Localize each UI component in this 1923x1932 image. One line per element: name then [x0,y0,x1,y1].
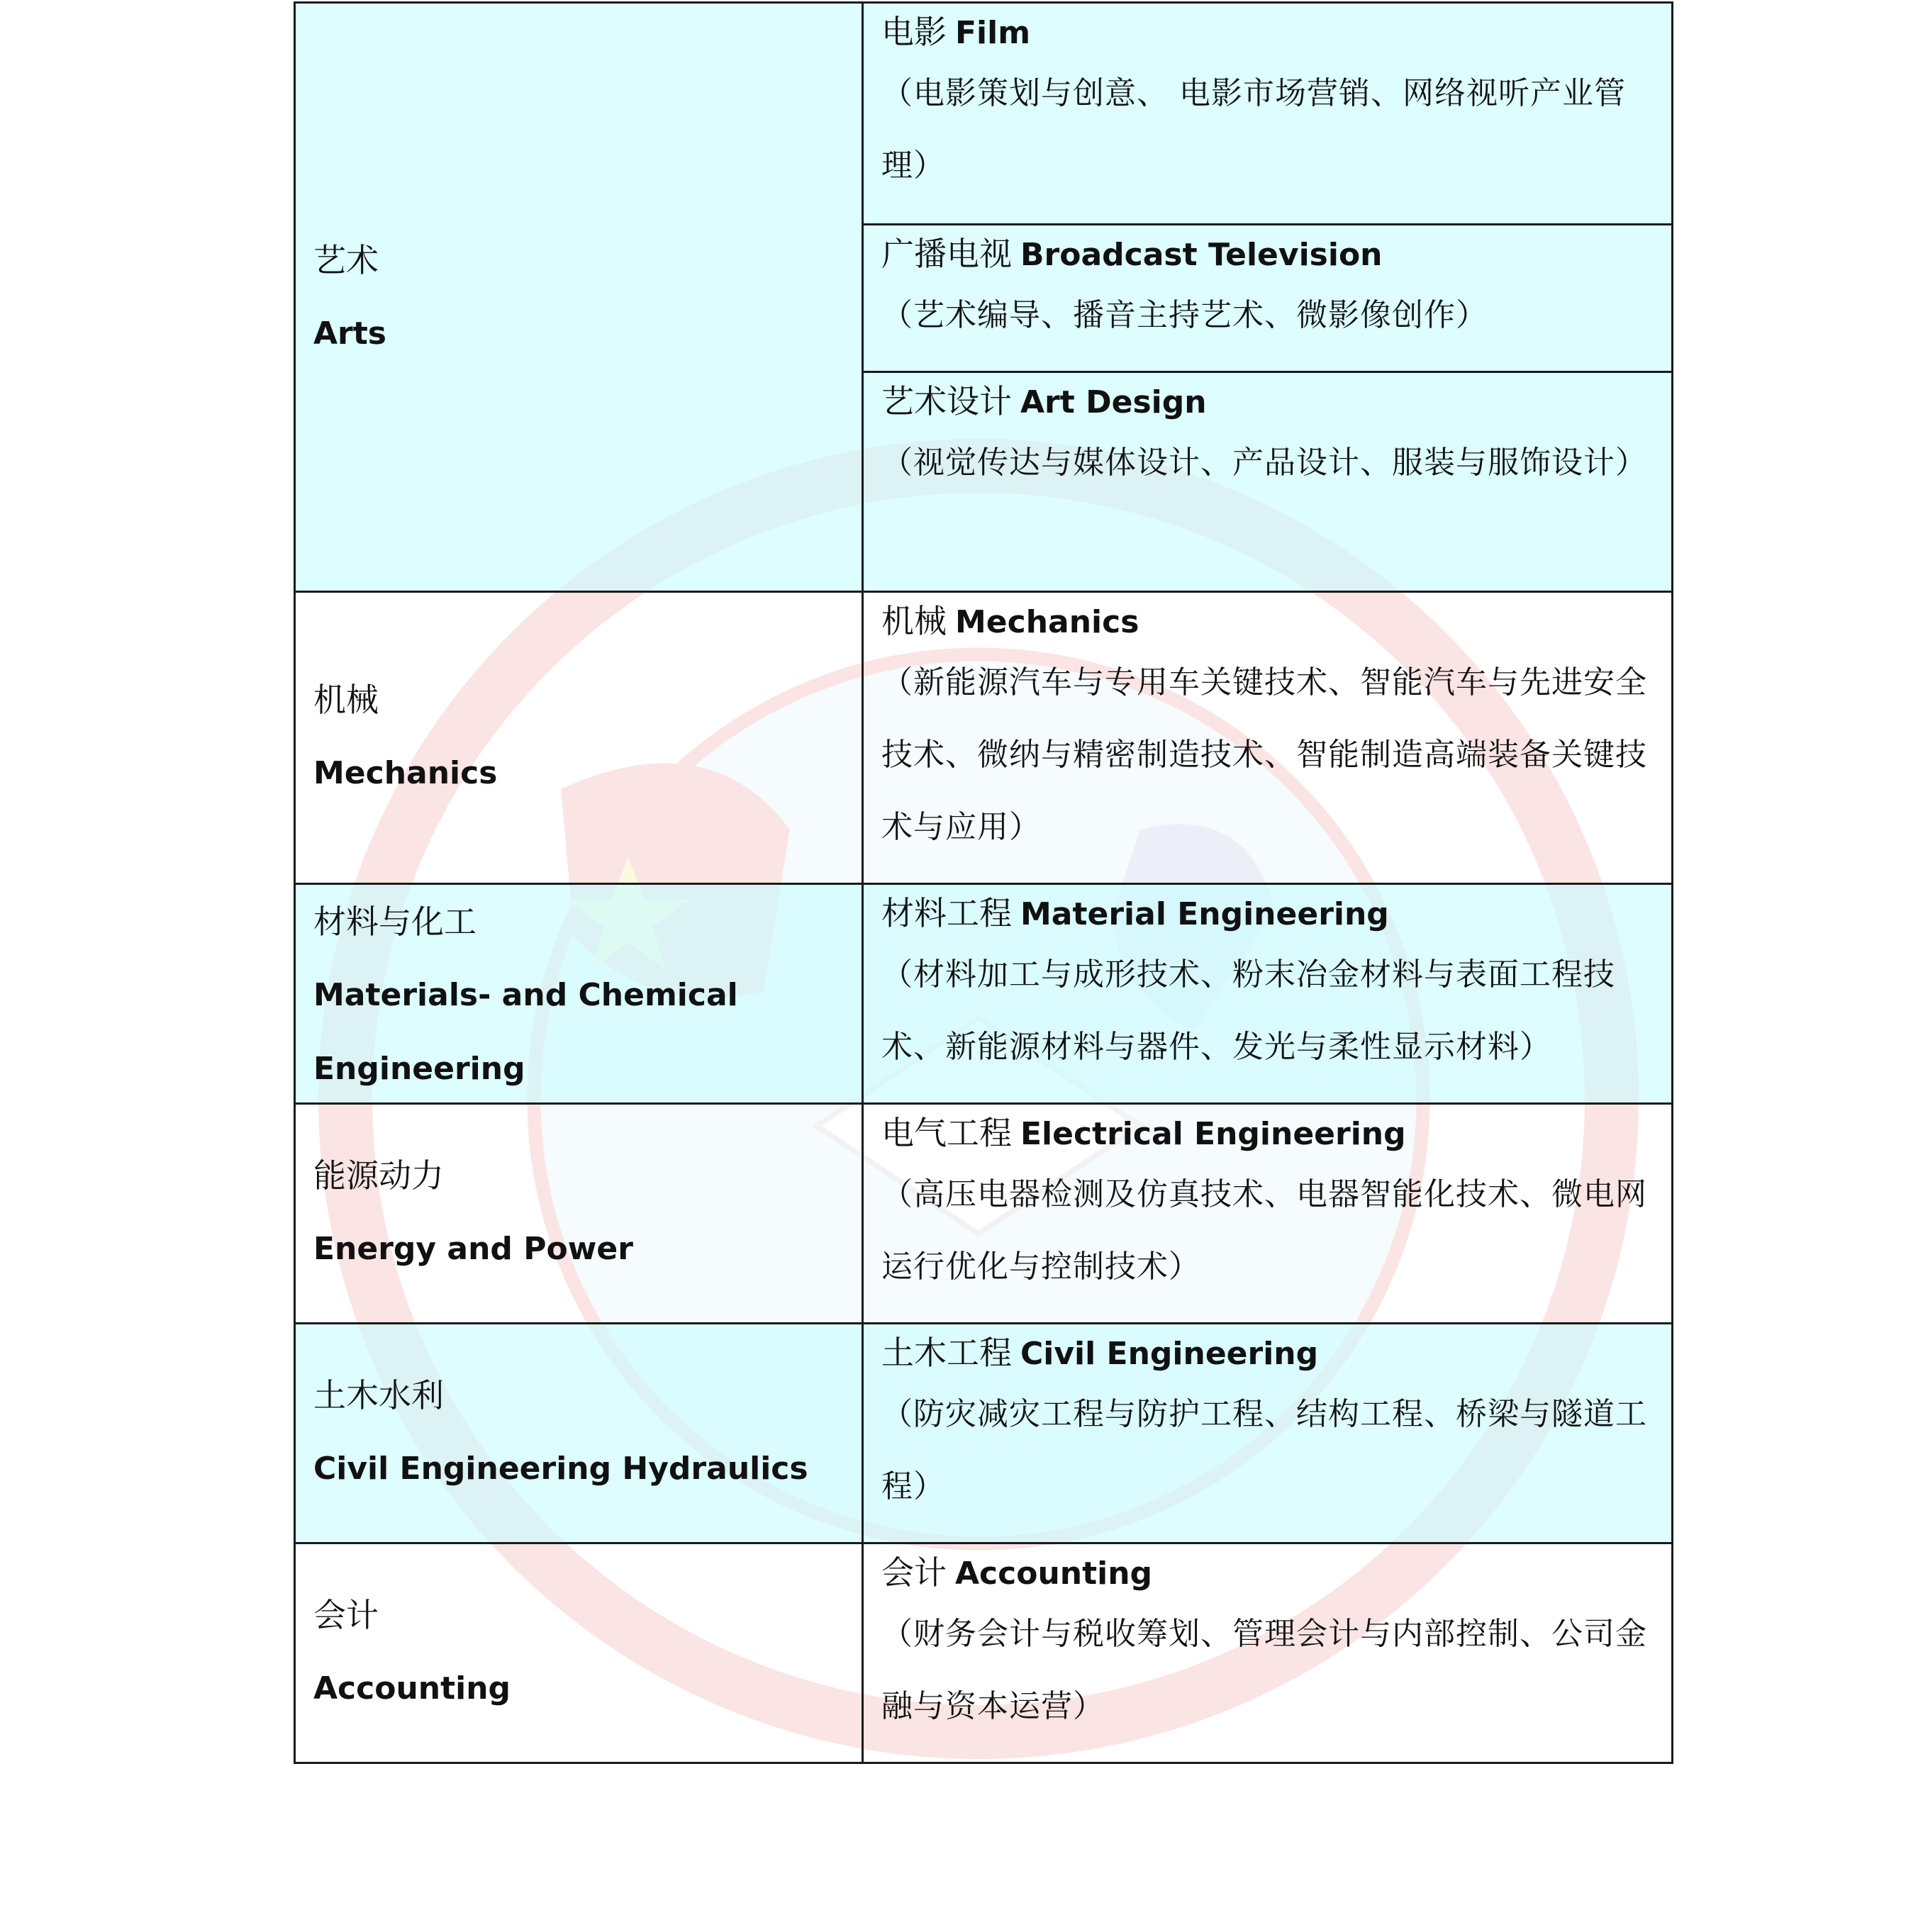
program-desc: （视觉传达与媒体设计、产品设计、服装与服饰设计） [881,444,1647,481]
faculty-cell-arts [295,3,863,592]
faculty-cell-accounting [295,1543,863,1763]
program-cell-broadcast [863,225,1673,372]
program-cell-film [863,3,1673,225]
program-en: Mechanics [955,604,1139,640]
faculty-en: Materials- and Chemical Engineering [313,977,738,1087]
faculty-zh: 土木水利 [313,1376,444,1414]
program-en: Art Design [1020,384,1207,420]
faculty-cell-energy [295,1104,863,1324]
program-zh: 会计 [881,1553,947,1592]
program-en: Film [955,15,1031,51]
programs-table [294,1,1673,1764]
program-cell-accounting [863,1543,1673,1763]
program-cell-mechanics [863,592,1673,884]
faculty-en: Energy and Power [313,1231,633,1267]
program-desc: （高压电器检测及仿真技术、电器智能化技术、微电网运行优化与控制技术） [881,1176,1647,1285]
program-en: Accounting [955,1556,1153,1592]
faculty-en: Civil Engineering Hydraulics [313,1451,808,1487]
faculty-zh: 能源动力 [313,1156,444,1195]
program-desc: （财务会计与税收筹划、管理会计与内部控制、公司金融与资本运营） [881,1616,1647,1724]
program-desc: （电影策划与创意、 电影市场营销、网络视听产业管理） [881,75,1626,184]
faculty-zh: 材料与化工 [313,903,476,941]
program-cell-electrical [863,1104,1673,1324]
program-en: Civil Engineering [1020,1336,1319,1372]
program-desc: （材料加工与成形技术、粉末冶金材料与表面工程技术、新能源材料与器件、发光与柔性显示材料） [881,956,1615,1065]
program-zh: 艺术设计 [881,381,1012,420]
program-zh: 电气工程 [881,1114,1012,1152]
faculty-zh: 艺术 [313,241,379,279]
faculty-en: Accounting [313,1670,511,1707]
program-desc: （艺术编导、播音主持艺术、微影像创作） [881,297,1488,334]
faculty-cell-civil [295,1324,863,1543]
program-desc: （防灾减灾工程与防护工程、结构工程、桥梁与隧道工程） [881,1396,1647,1504]
faculty-cell-mechanics [295,592,863,884]
program-zh: 广播电视 [881,235,1012,274]
program-en: Broadcast Television [1020,237,1383,274]
program-cell-art-design [863,372,1673,591]
faculty-en: Arts [313,316,386,352]
faculty-zh: 机械 [313,681,379,719]
program-zh: 土木工程 [881,1334,1012,1372]
program-zh: 电影 [881,13,947,51]
program-zh: 机械 [881,602,947,640]
program-cell-material-engineering [863,884,1673,1104]
program-zh: 材料工程 [881,894,1012,932]
faculty-zh: 会计 [313,1596,379,1634]
faculty-cell-materials [295,884,863,1104]
program-cell-civil [863,1324,1673,1543]
program-en: Material Engineering [1020,896,1389,932]
program-desc: （新能源汽车与专用车关键技术、智能汽车与先进安全技术、微纳与精密制造技术、智能制造高端装备关键技术与应用） [881,664,1647,845]
program-en: Electrical Engineering [1020,1116,1406,1152]
faculty-en: Mechanics [313,755,498,791]
